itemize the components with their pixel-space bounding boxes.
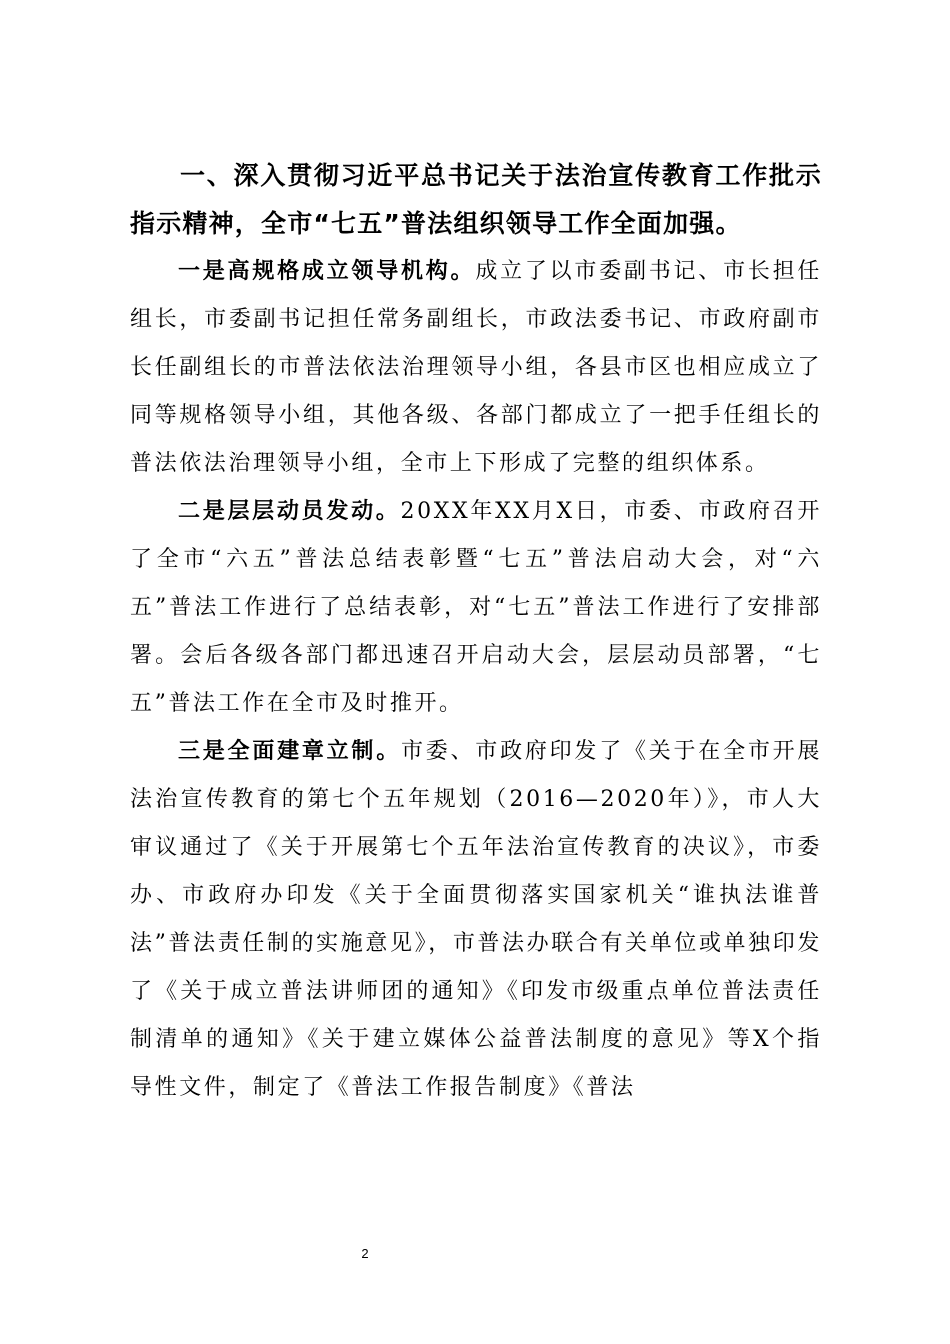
paragraph-text: 市委、市政府印发了《关于在全市开展法治宣传教育的第七个五年规划（2016—2020年）》，市人大审议通过了《关于开展第七个五年法治宣传教育的决议》，市委办、市政府办印发《关于全面贯彻落实国家机关“谁执法谁普法”普法责任制的实施意见》，市普法办联合有关单位或单独印发了《关于成立普法讲师团的通知》《印发市级重点单位普法责任制清单的通知》《关于建立媒体公益普法制度的意见》等X个指导性文件，制定了《普法工作报告制度》《普法: [130, 739, 822, 1100]
page-number: 2: [361, 1246, 369, 1261]
document-body: [130, 152, 822, 1112]
paragraph-text: 成立了以市委副书记、市长担任组长，市委副书记担任常务副组长，市政法委书记、市政府副市长任副组长的市普法依法治理领导小组，各县市区也相应成立了同等规格领导小组，其他各级、各部门都成立了一把手任组长的普法依法治理领导小组，全市上下形成了完整的组织体系。: [130, 259, 822, 476]
paragraph-lead: 二是层层动员发动。: [178, 499, 401, 524]
paragraph-text: 20XX年XX月X日，市委、市政府召开了全市“六五”普法总结表彰暨“七五”普法启动大会，对“六五”普法工作进行了总结表彰，对“七五”普法工作进行了安排部署。会后各级各部门都迅速召开启动大会，层层动员部署，“七五”普法工作在全市及时推开。: [130, 499, 822, 716]
paragraph-mobilization: [130, 488, 822, 728]
paragraph-regulations: [130, 728, 822, 1112]
paragraph-leadership-body: [130, 248, 822, 488]
section-heading: 一、深入贯彻习近平总书记关于法治宣传教育工作批示指示精神，全市“七五”普法组织领导工作全面加强。: [130, 161, 822, 238]
paragraph-lead: 一是高规格成立领导机构。: [178, 259, 476, 284]
paragraph-lead: 三是全面建章立制。: [178, 739, 401, 764]
